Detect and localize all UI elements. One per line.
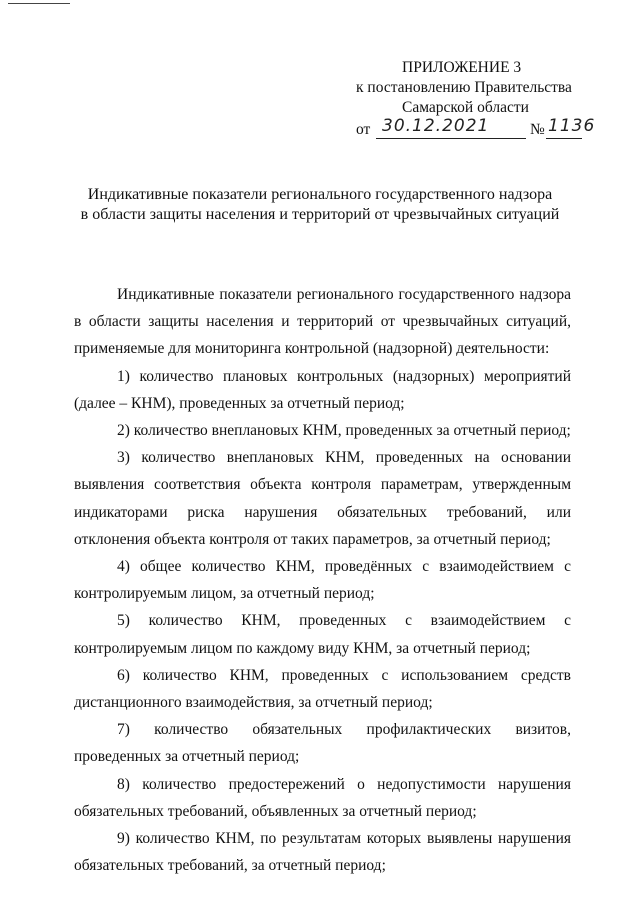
intro-paragraph: Индикативные показатели регионального государственного надзора в области защиты населения и территорий от чрезвычайных ситуаций, применяемые для мониторинга контрольной (надзорной) деятельности: xyxy=(74,286,571,358)
appendix-title: ПРИЛОЖЕНИЕ 3 xyxy=(402,59,522,76)
handwritten-number: 1136 xyxy=(548,116,596,136)
number-prefix: № xyxy=(530,121,545,138)
date-underline xyxy=(376,138,526,139)
list-item: 9) количество КНМ, по результатам которых выявлены нарушения обязательных требований, за отчетный период; xyxy=(74,830,571,875)
handwritten-date: 30.12.2021 xyxy=(382,116,490,136)
list-item: 6) количество КНМ, проведенных с использованием средств дистанционного взаимодействия, за отчетный период; xyxy=(74,666,571,712)
document-title xyxy=(60,185,580,225)
title-line-2: в области защиты населения и территорий от чрезвычайных ситуаций xyxy=(80,206,560,223)
appendix-resolution-line: к постановлению Правительства xyxy=(356,79,572,96)
list-item: 4) общее количество КНМ, проведённых с взаимодействием с контролируемым лицом, за отчетный период; xyxy=(74,558,571,603)
list-item: 5) количество КНМ, проведенных с взаимодействием с контролируемым лицом по каждому виду КНМ, за отчетный период; xyxy=(74,612,571,657)
list-item: 2) количество внеплановых КНМ, проведенных за отчетный период; xyxy=(117,422,571,440)
list-item: 1) количество плановых контрольных (надзорных) мероприятий (далее – КНМ), проведенных за отчетный период; xyxy=(74,367,571,412)
appendix-region-line: Самарской области xyxy=(402,99,529,116)
list-item: 8) количество предостережений о недопустимости нарушения обязательных требований, объявленных за отчетный период; xyxy=(74,775,571,820)
list-item: 3) количество внеплановых КНМ, проведенных на основании выявления соответствия объекта контроля параметрам, утвержденным индикаторами риска нарушения обязательных требований, или отклонения объекта контроля от таких параметров, за отчетный период; xyxy=(74,449,571,548)
list-item: 7) количество обязательных профилактических визитов, проведенных за отчетный период; xyxy=(74,721,571,766)
title-line-1: Индикативные показатели регионального государственного надзора xyxy=(87,186,553,203)
date-prefix: от xyxy=(356,121,371,138)
top-edge-rule xyxy=(8,3,70,4)
appendix-header xyxy=(340,58,596,140)
number-underline xyxy=(546,138,582,139)
date-number-line xyxy=(340,116,596,140)
document-body xyxy=(74,281,571,879)
